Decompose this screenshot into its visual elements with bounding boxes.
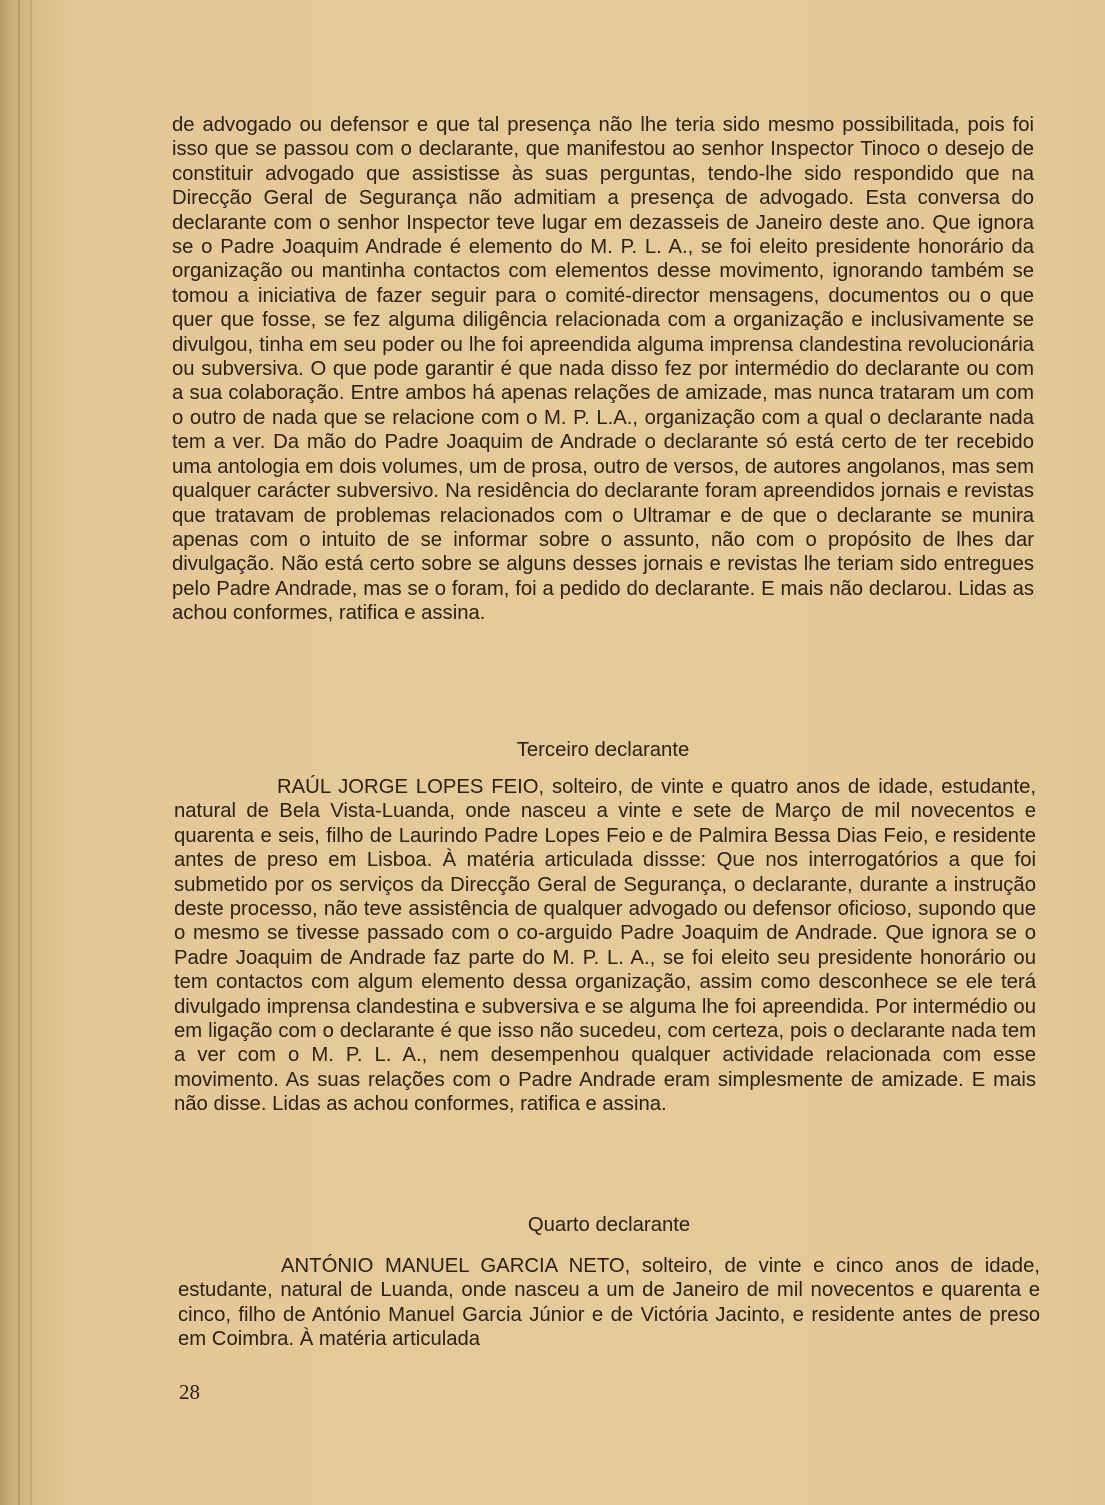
paragraph-text: RAÚL JORGE LOPES FEIO, solteiro, de vinte e quatro anos de idade, estudante, natural de Bela Vista-Luanda, onde nasceu a vinte e sete de Março de mil novecentos e quarenta e seis, filho de Laurindo Padre Lopes Feio e de Palmira Bessa Dias Feio, e residente antes de preso em Lisboa. À matéria articulada dissse: Que nos interrogatórios a que foi submetido por os serviços da Direcção Geral de Segurança, o declarante, durante a instrução deste processo, não teve assistência de qualquer advogado ou defensor oficioso, supondo que o mesmo se tivesse passado com o co-arguido Padre Joaquim de Andrade. Que ignora se o Padre Joaquim de Andrade faz parte do M. P. L. A., se foi eleito seu presidente honorário ou tem contactos com algum elemento dessa organização, assim como desconhece se ele terá divulgado imprensa clandestina e subversiva e se alguma lhe foi apreendida. Por intermédio ou em ligação com o declarante é que isso não sucedeu, com certeza, pois o declarante nada tem a ver com o M. P. L. A., nem desempenhou qualquer actividade relacionada com esse movimento. As suas relações com o Padre Andrade eram simplesmente de amizade. E mais não disse. Lidas as achou conformes, ratifica e assina. (174, 776, 1036, 1116)
body-paragraph-continued (172, 113, 1034, 626)
binding-gutter (18, 0, 20, 1505)
paragraph-text: de advogado ou defensor e que tal presença não lhe teria sido mesmo possibilitada, pois foi isso que se passou com o declarante, que manifestou ao senhor Inspector Tinoco o desejo de constituir advogado que assistisse às suas perguntas, tendo-lhe sido respondido que na Direcção Geral de Segurança não admitiam a presença de advogado. Esta conversa do declarante com o senhor Inspector teve lugar em dezasseis de Janeiro deste ano. Que ignora se o Padre Joaquim Andrade é elemento do M. P. L. A., se foi eleito presidente honorário da organização ou mantinha contactos com elementos desse movimento, ignorando também se tomou a iniciativa de fazer seguir para o comité-director mensagens, documentos ou o que quer que fosse, se fez alguma diligência relacionada com a organização e inclusivamente se divulgou, tinha em seu poder ou lhe foi apreendida alguma imprensa clandestina revolucionária ou subversiva. O que pode garantir é que nada disso fez por intermédio do declarante ou com a sua colaboração. Entre ambos há apenas relações de amizade, mas nunca trataram um com o outro de nada que se relacione com o M. P. L.A., organização com a qual o declarante nada tem a ver. Da mão do Padre Joaquim de Andrade o declarante só está certo de ter recebido uma antologia em dois volumes, um de prosa, outro de versos, de autores angolanos, mas sem qualquer carácter subversivo. Na residência do declarante foram apreendidos jornais e revistas que tratavam de problemas relacionados com o Ultramar e de que o declarante se munira apenas com o intuito de se informar sobre o assunto, não com o propósito de lhes dar divulgação. Não está certo sobre se alguns desses jornais e revistas lhe teriam sido entregues pelo Padre Andrade, mas se o foram, foi a pedido do declarante. E mais não declarou. Lidas as achou conformes, ratifica e assina. (172, 114, 1034, 625)
paragraph-text: ANTÓNIO MANUEL GARCIA NETO, solteiro, de vinte e cinco anos de idade, estudante, natural de Luanda, onde nasceu a um de Janeiro de mil novecentos e quarenta e cinco, filho de António Manuel Garcia Júnior e de Victória Jacinto, e residente antes de preso em Coimbra. À matéria articulada (178, 1255, 1040, 1351)
binding-gutter-shadow (30, 0, 32, 1505)
section-heading-third-declarant: Terceiro declarante (516, 739, 690, 761)
body-paragraph-fourth-declarant (178, 1254, 1040, 1352)
page-number: 28 (179, 1380, 200, 1404)
body-paragraph-third-declarant (174, 775, 1036, 1117)
section-heading-fourth-declarant: Quarto declarante (527, 1214, 691, 1236)
